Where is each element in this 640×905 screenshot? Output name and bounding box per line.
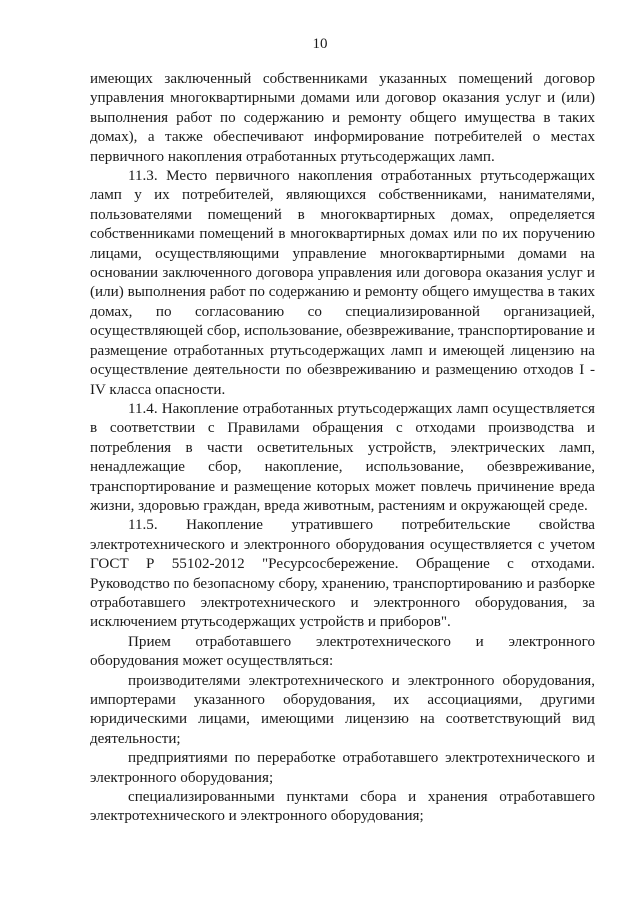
list-item-collection-points: специализированными пунктами сбора и хранения отработавшего электротехнического и электронного оборудования; bbox=[90, 789, 595, 825]
paragraph-11-5: 11.5. Накопление утратившего потребительские свойства электротехнического и электронного оборудования осуществляется с учетом ГОСТ Р 55102-2012 "Ресурсосбережение. Обращение с отходами. Руководство по безопасному сбору, хранению, транспортированию и разборке отработавшего электротехнического и электронного оборудования, за исключением ртутьсодержащих устройств и приборов". bbox=[90, 517, 595, 631]
page-number: 10 bbox=[312, 36, 328, 52]
paragraph-11-4: 11.4. Накопление отработанных ртутьсодержащих ламп осуществляется в соответствии с Правилами обращения с отходами производства и потребления в части осветительных устройств, электрических ламп, ненадлежащие сбор, накопление, использование, обезвреживание, транспортирование и размещение которых может повлечь причинение вреда жизни, здоровью граждан, вреда животным, растениям и окружающей среде. bbox=[90, 400, 595, 514]
paragraph-reception: Прием отработавшего электротехнического и электронного оборудования может осуществляться: bbox=[90, 633, 595, 670]
paragraph-continuation: имеющих заключенный собственниками указанных помещений договор управления многоквартирными домами или договор оказания услуг и (или) выполнения работ по содержанию и ремонту общего имущества в таких домах), а также обеспечивают информирование потребителей о местах первичного накопления отработанных ртутьсодержащих ламп. bbox=[90, 71, 595, 165]
document-body bbox=[90, 70, 595, 827]
list-item-processors: предприятиями по переработке отработавшего электротехнического и электронного оборудования; bbox=[90, 750, 595, 786]
list-item-producers: производителями электротехнического и электронного оборудования, импортерами указанного оборудования, их ассоциациями, другими юридическими лицами, имеющими лицензию на соответствующий вид деятельности; bbox=[90, 672, 595, 747]
paragraph-11-3: 11.3. Место первичного накопления отработанных ртутьсодержащих ламп у их потребителей, являющихся собственниками, нанимателями, пользователями помещений в многоквартирных домах, определяется собственниками помещений в многоквартирных домах или по их поручению лицами, осуществляющими управление многоквартирными домами на основании заключенного договора управления или договора оказания услуг и (или) выполнения работ по содержанию и ремонту общего имущества в таких домах, по согласованию со специализированной организацией, осуществляющей сбор, использование, обезвреживание, транспортирование и размещение отработанных ртутьсодержащих ламп и имеющей лицензию на осуществление деятельности по обезвреживанию и размещению отходов I - IV класса опасности. bbox=[90, 168, 595, 398]
